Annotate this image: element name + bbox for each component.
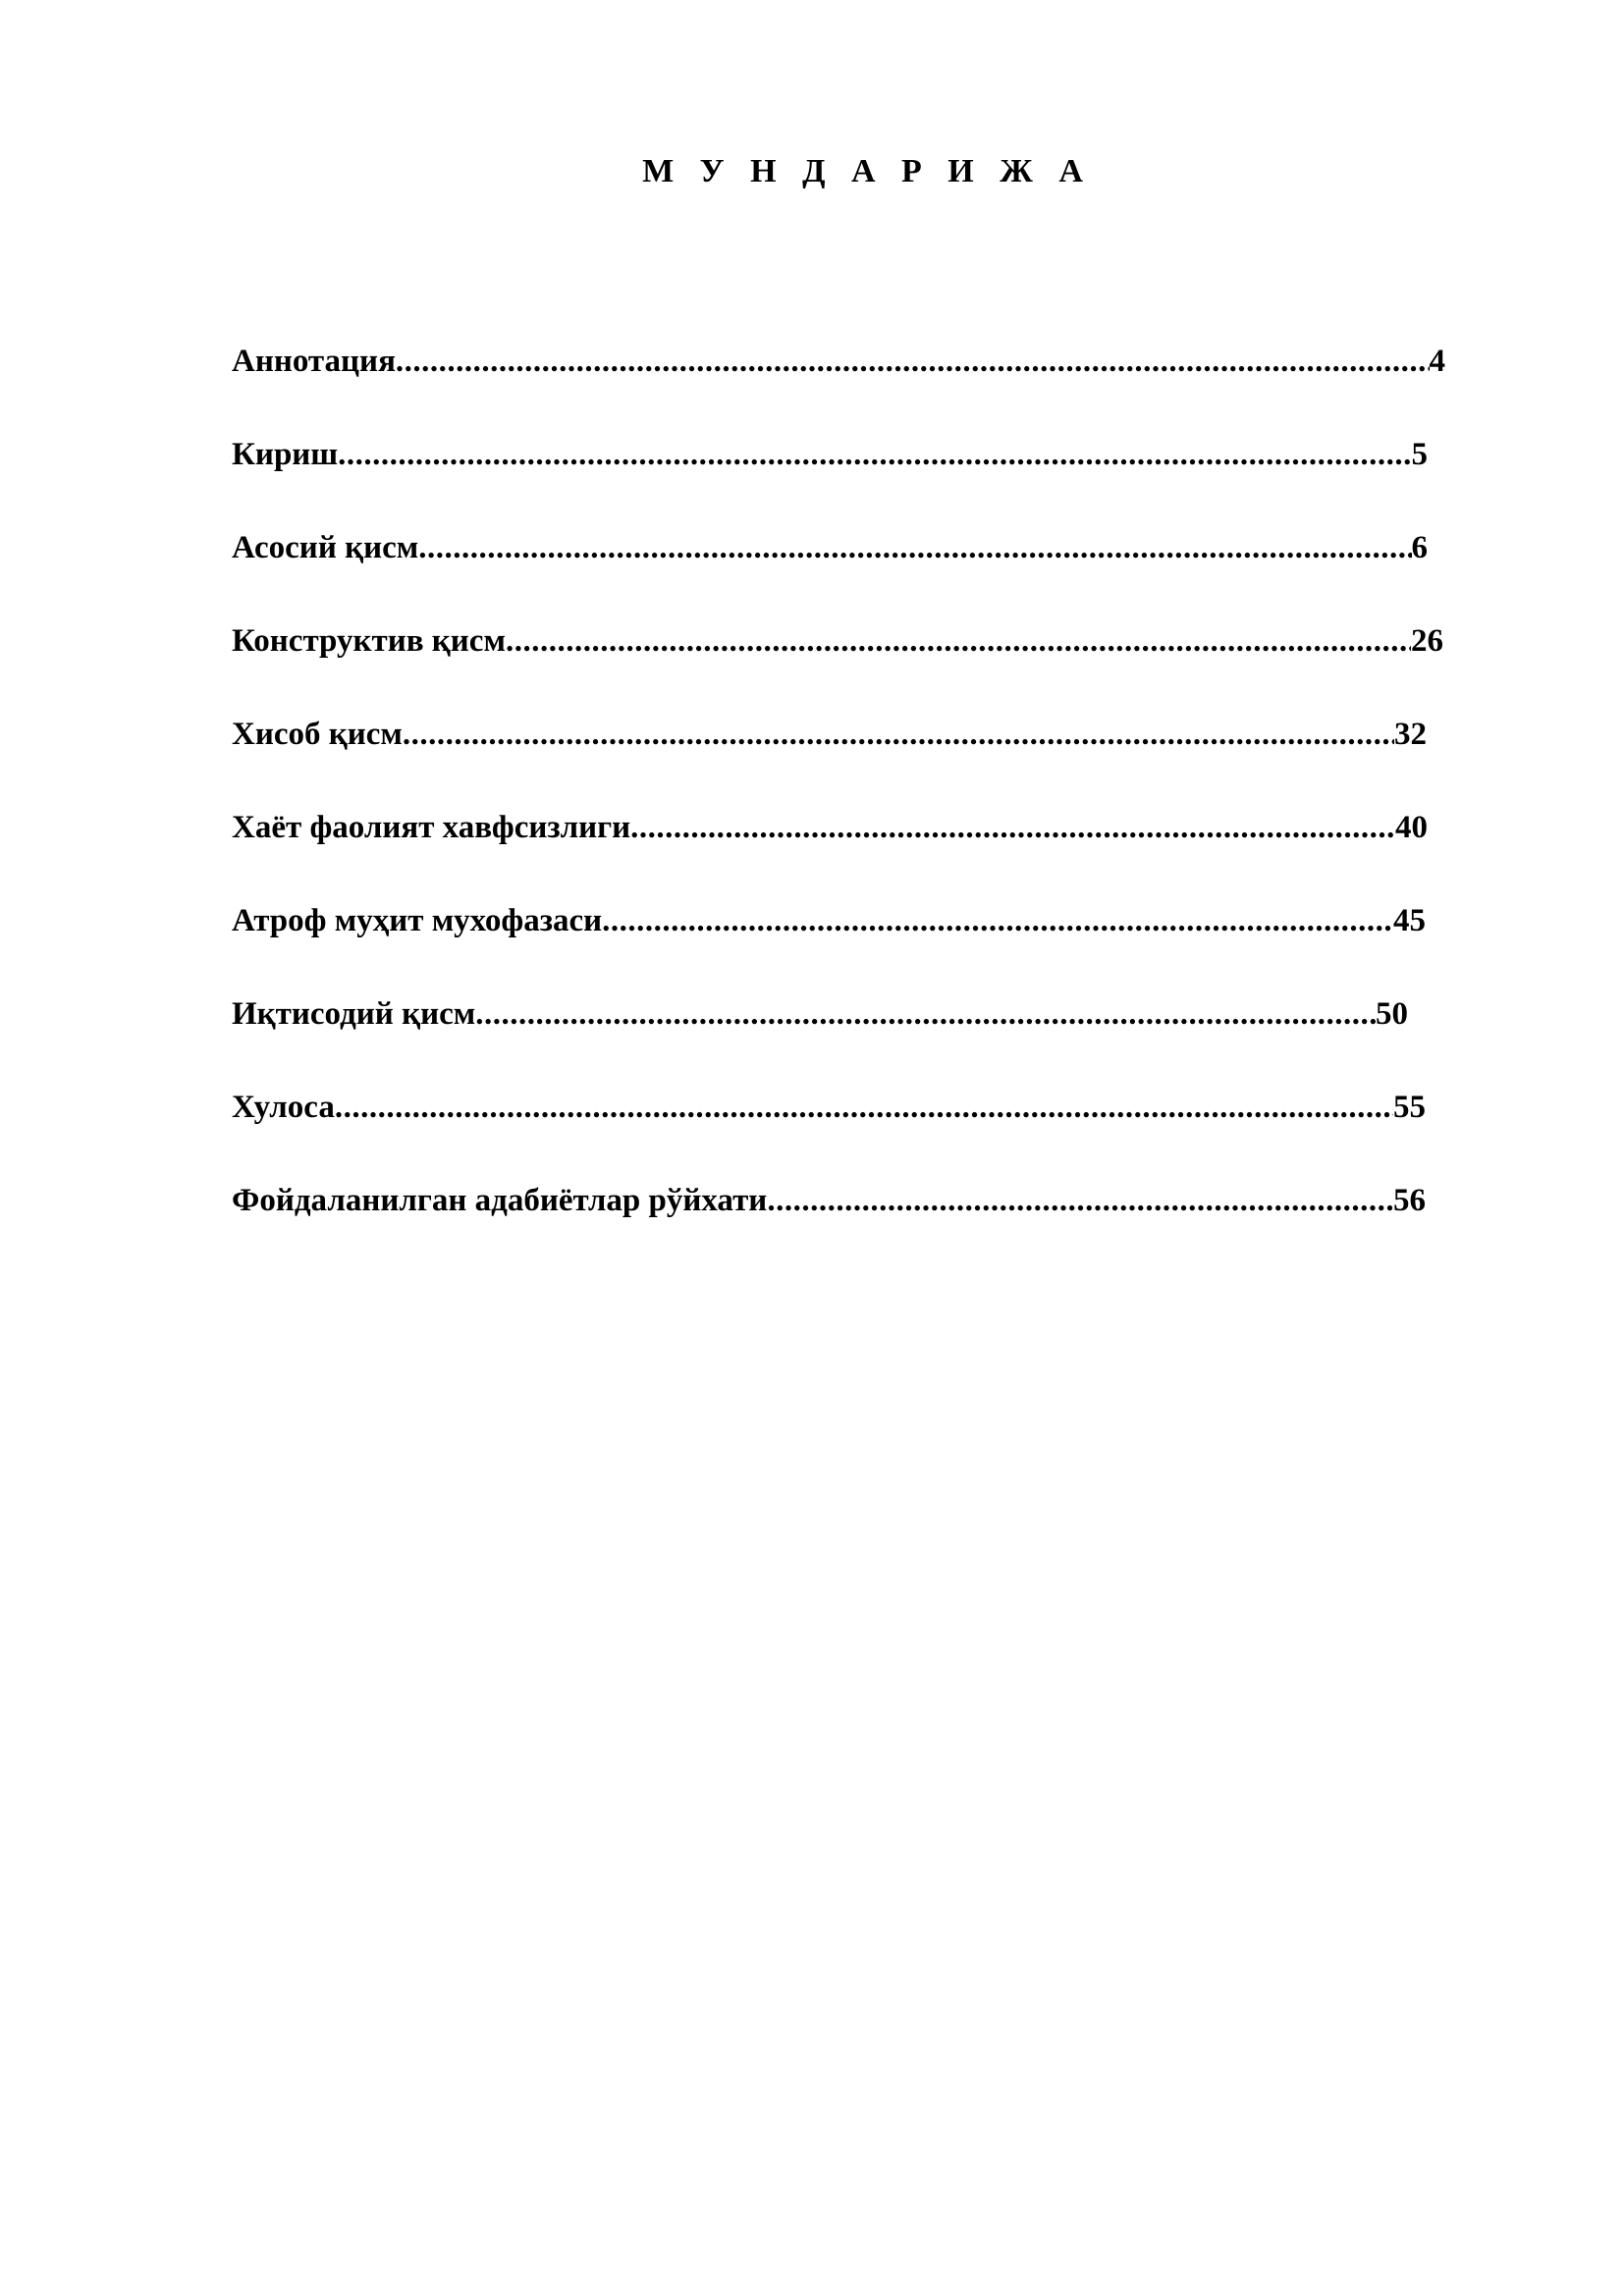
toc-entry-page: 55 [1393,1090,1426,1125]
toc-entry-conclusion [232,1086,1426,1129]
toc-dot-leader [602,899,1393,942]
toc-dot-leader [506,619,1411,663]
toc-dot-leader [475,992,1376,1036]
toc-entry-annotation [232,340,1445,383]
toc-entry-economic-part [232,992,1408,1036]
page-title: М У Н Д А Р И Ж А [642,153,1092,189]
toc-entry-constructive-part [232,619,1443,663]
toc-dot-leader [418,526,1411,569]
toc-entry-page: 40 [1395,810,1428,845]
toc-dot-leader [338,433,1411,476]
toc-entry-label: Хаёт фаолият хавфсизлиги [232,810,631,845]
toc-entry-main-part [232,526,1428,569]
toc-entry-page: 50 [1376,996,1408,1032]
toc-entry-life-safety [232,806,1428,849]
toc-entry-label: Кириш [232,437,339,472]
toc-entry-label: Атроф муҳит мухофазаси [232,903,603,938]
toc-entry-page: 56 [1393,1183,1426,1218]
toc-entry-label: Фойдаланилган адабиётлар рўйхати [232,1183,768,1218]
toc-dot-leader [767,1179,1393,1222]
toc-entry-environment-protection [232,899,1426,942]
toc-entry-label: Иқтисодий қисм [232,996,476,1032]
toc-entry-label: Хулоса [232,1090,335,1125]
toc-entry-label: Конструктив қисм [232,623,506,659]
toc-entry-page: 32 [1394,717,1427,752]
toc-entry-page: 6 [1411,530,1428,565]
toc-dot-leader [396,340,1430,383]
toc-entry-calculation-part [232,713,1427,756]
toc-entry-page: 26 [1411,623,1443,659]
toc-entry-references [232,1179,1426,1222]
toc-entry-label: Хисоб қисм [232,717,403,752]
toc-dot-leader [335,1086,1393,1129]
toc-entry-page: 4 [1429,344,1445,379]
toc-dot-leader [630,806,1395,849]
toc-dot-leader [403,713,1394,756]
toc-entry-label: Аннотация [232,344,396,379]
toc-entry-page: 5 [1411,437,1428,472]
toc-entry-label: Асосий қисм [232,530,419,565]
toc-entry-introduction [232,433,1428,476]
toc-entry-page: 45 [1393,903,1426,938]
